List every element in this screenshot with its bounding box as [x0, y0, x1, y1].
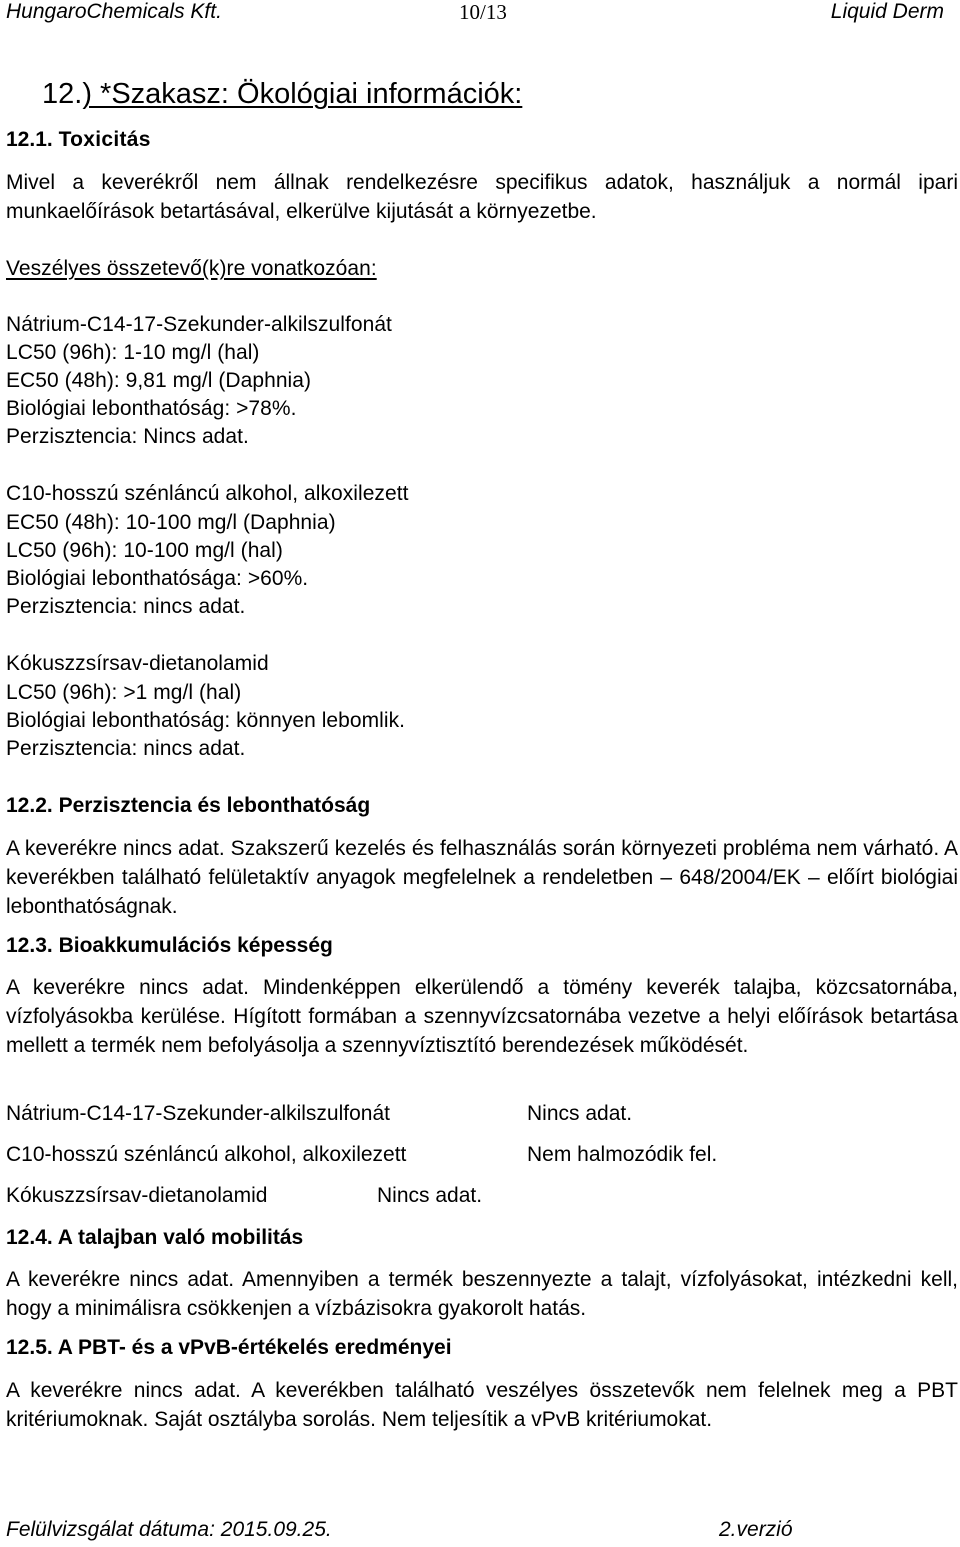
subsection-12-5-heading: [6, 1336, 452, 1360]
component-line: EC50 (48h): 9,81 mg/l (Daphnia): [6, 369, 312, 392]
section-title-number: 12.: [42, 78, 83, 110]
component-line: LC50 (96h): 10-100 mg/l (hal): [6, 539, 283, 562]
subsection-number: 12.4.: [6, 1226, 53, 1249]
bioaccumulation-text: A keverékre nincs adat. Mindenképpen elkerülendő a tömény keverék talajba, közcsatornába, vízfolyásokba kerülése. Hígított formában a szennyvízcsatornába vezetve a helyi előírások betartása mellett a termék nem befolyásolja a szennyvíztisztító berendezések működését.: [6, 976, 958, 1057]
component-line: Biológiai lebonthatóság: könnyen lebomlik.: [6, 709, 406, 732]
subsection-title: A talajban való mobilitás: [57, 1226, 304, 1249]
subsection-title: Perzisztencia és lebonthatóság: [58, 794, 371, 817]
component-line: Biológiai lebonthatósága: >60%.: [6, 567, 309, 590]
component-line: Perzisztencia: Nincs adat.: [6, 425, 249, 448]
subsection-12-2-heading: [6, 794, 370, 818]
component-line: LC50 (96h): >1 mg/l (hal): [6, 681, 242, 704]
component-name: Kókuszzsírsav-dietanolamid: [6, 652, 269, 675]
section-title: [42, 78, 522, 111]
subsection-title: Toxicitás: [58, 128, 151, 151]
bioaccumulation-row-value: Nem halmozódik fel.: [527, 1143, 718, 1166]
bioaccumulation-row-value: Nincs adat.: [527, 1102, 633, 1125]
mobility-text: A keverékre nincs adat. Amennyiben a termék beszennyezte a talajt, vízfolyásokat, intézkedni kell, hogy a minimálisra csökkenjen a vízbázisokra gyakorolt hatás.: [6, 1268, 958, 1320]
hazardous-components-label: Veszélyes összetevő(k)re vonatkozóan:: [6, 257, 377, 280]
component-line: LC50 (96h): 1-10 mg/l (hal): [6, 341, 260, 364]
section-title-text: ) *Szakasz: Ökológiai információk:: [82, 78, 523, 110]
subsection-12-4-heading: [6, 1226, 303, 1250]
subsection-number: 12.5.: [6, 1336, 53, 1359]
bioaccumulation-row-value: Nincs adat.: [377, 1184, 483, 1207]
component-line: Perzisztencia: nincs adat.: [6, 595, 246, 618]
bioaccumulation-row-name: Nátrium-C14-17-Szekunder-alkilszulfonát: [6, 1102, 390, 1125]
component-line: Perzisztencia: nincs adat.: [6, 737, 246, 760]
header-product: Liquid Derm: [830, 0, 944, 23]
persistence-text: A keverékre nincs adat. Szakszerű kezelés és felhasználás során környezeti probléma nem várható. A keverékben található felületaktív anyagok megfelelnek a rendeletben – 648/2004/EK – előírt biológiai lebonthatóságnak.: [6, 837, 958, 918]
component-line: Biológiai lebonthatóság: >78%.: [6, 397, 297, 420]
subsection-number: 12.1.: [6, 128, 53, 151]
component-line: EC50 (48h): 10-100 mg/l (Daphnia): [6, 511, 336, 534]
subsection-title: Bioakkumulációs képesség: [58, 934, 333, 957]
bioaccumulation-row-name: C10-hosszú szénláncú alkohol, alkoxilezett: [6, 1143, 407, 1166]
subsection-title: A PBT- és a vPvB-értékelés eredményei: [57, 1336, 452, 1359]
footer-version: 2.verzió: [719, 1518, 793, 1541]
header-page-number: 10/13: [459, 0, 507, 24]
pbt-text: A keverékre nincs adat. A keverékben található veszélyes összetevők nem felelnek meg a PBT kritériumoknak. Saját osztályba sorolás. Nem teljesítik a vPvB kritériumokat.: [6, 1379, 958, 1431]
bioaccumulation-row-name: Kókuszzsírsav-dietanolamid: [6, 1184, 268, 1207]
subsection-12-3-heading: [6, 934, 333, 958]
component-name: Nátrium-C14-17-Szekunder-alkilszulfonát: [6, 313, 392, 336]
subsection-number: 12.3.: [6, 934, 53, 957]
component-name: C10-hosszú szénláncú alkohol, alkoxilezett: [6, 482, 409, 505]
subsection-12-1-heading: [6, 128, 151, 152]
footer-revision-date: Felülvizsgálat dátuma: 2015.09.25.: [6, 1518, 332, 1541]
toxicity-intro: Mivel a keverékről nem állnak rendelkezésre specifikus adatok, használjuk a normál ipari munkaelőírások betartásával, elkerülve kijutását a környezetbe.: [6, 171, 958, 223]
header-company: HungaroChemicals Kft.: [6, 0, 222, 23]
subsection-number: 12.2.: [6, 794, 53, 817]
